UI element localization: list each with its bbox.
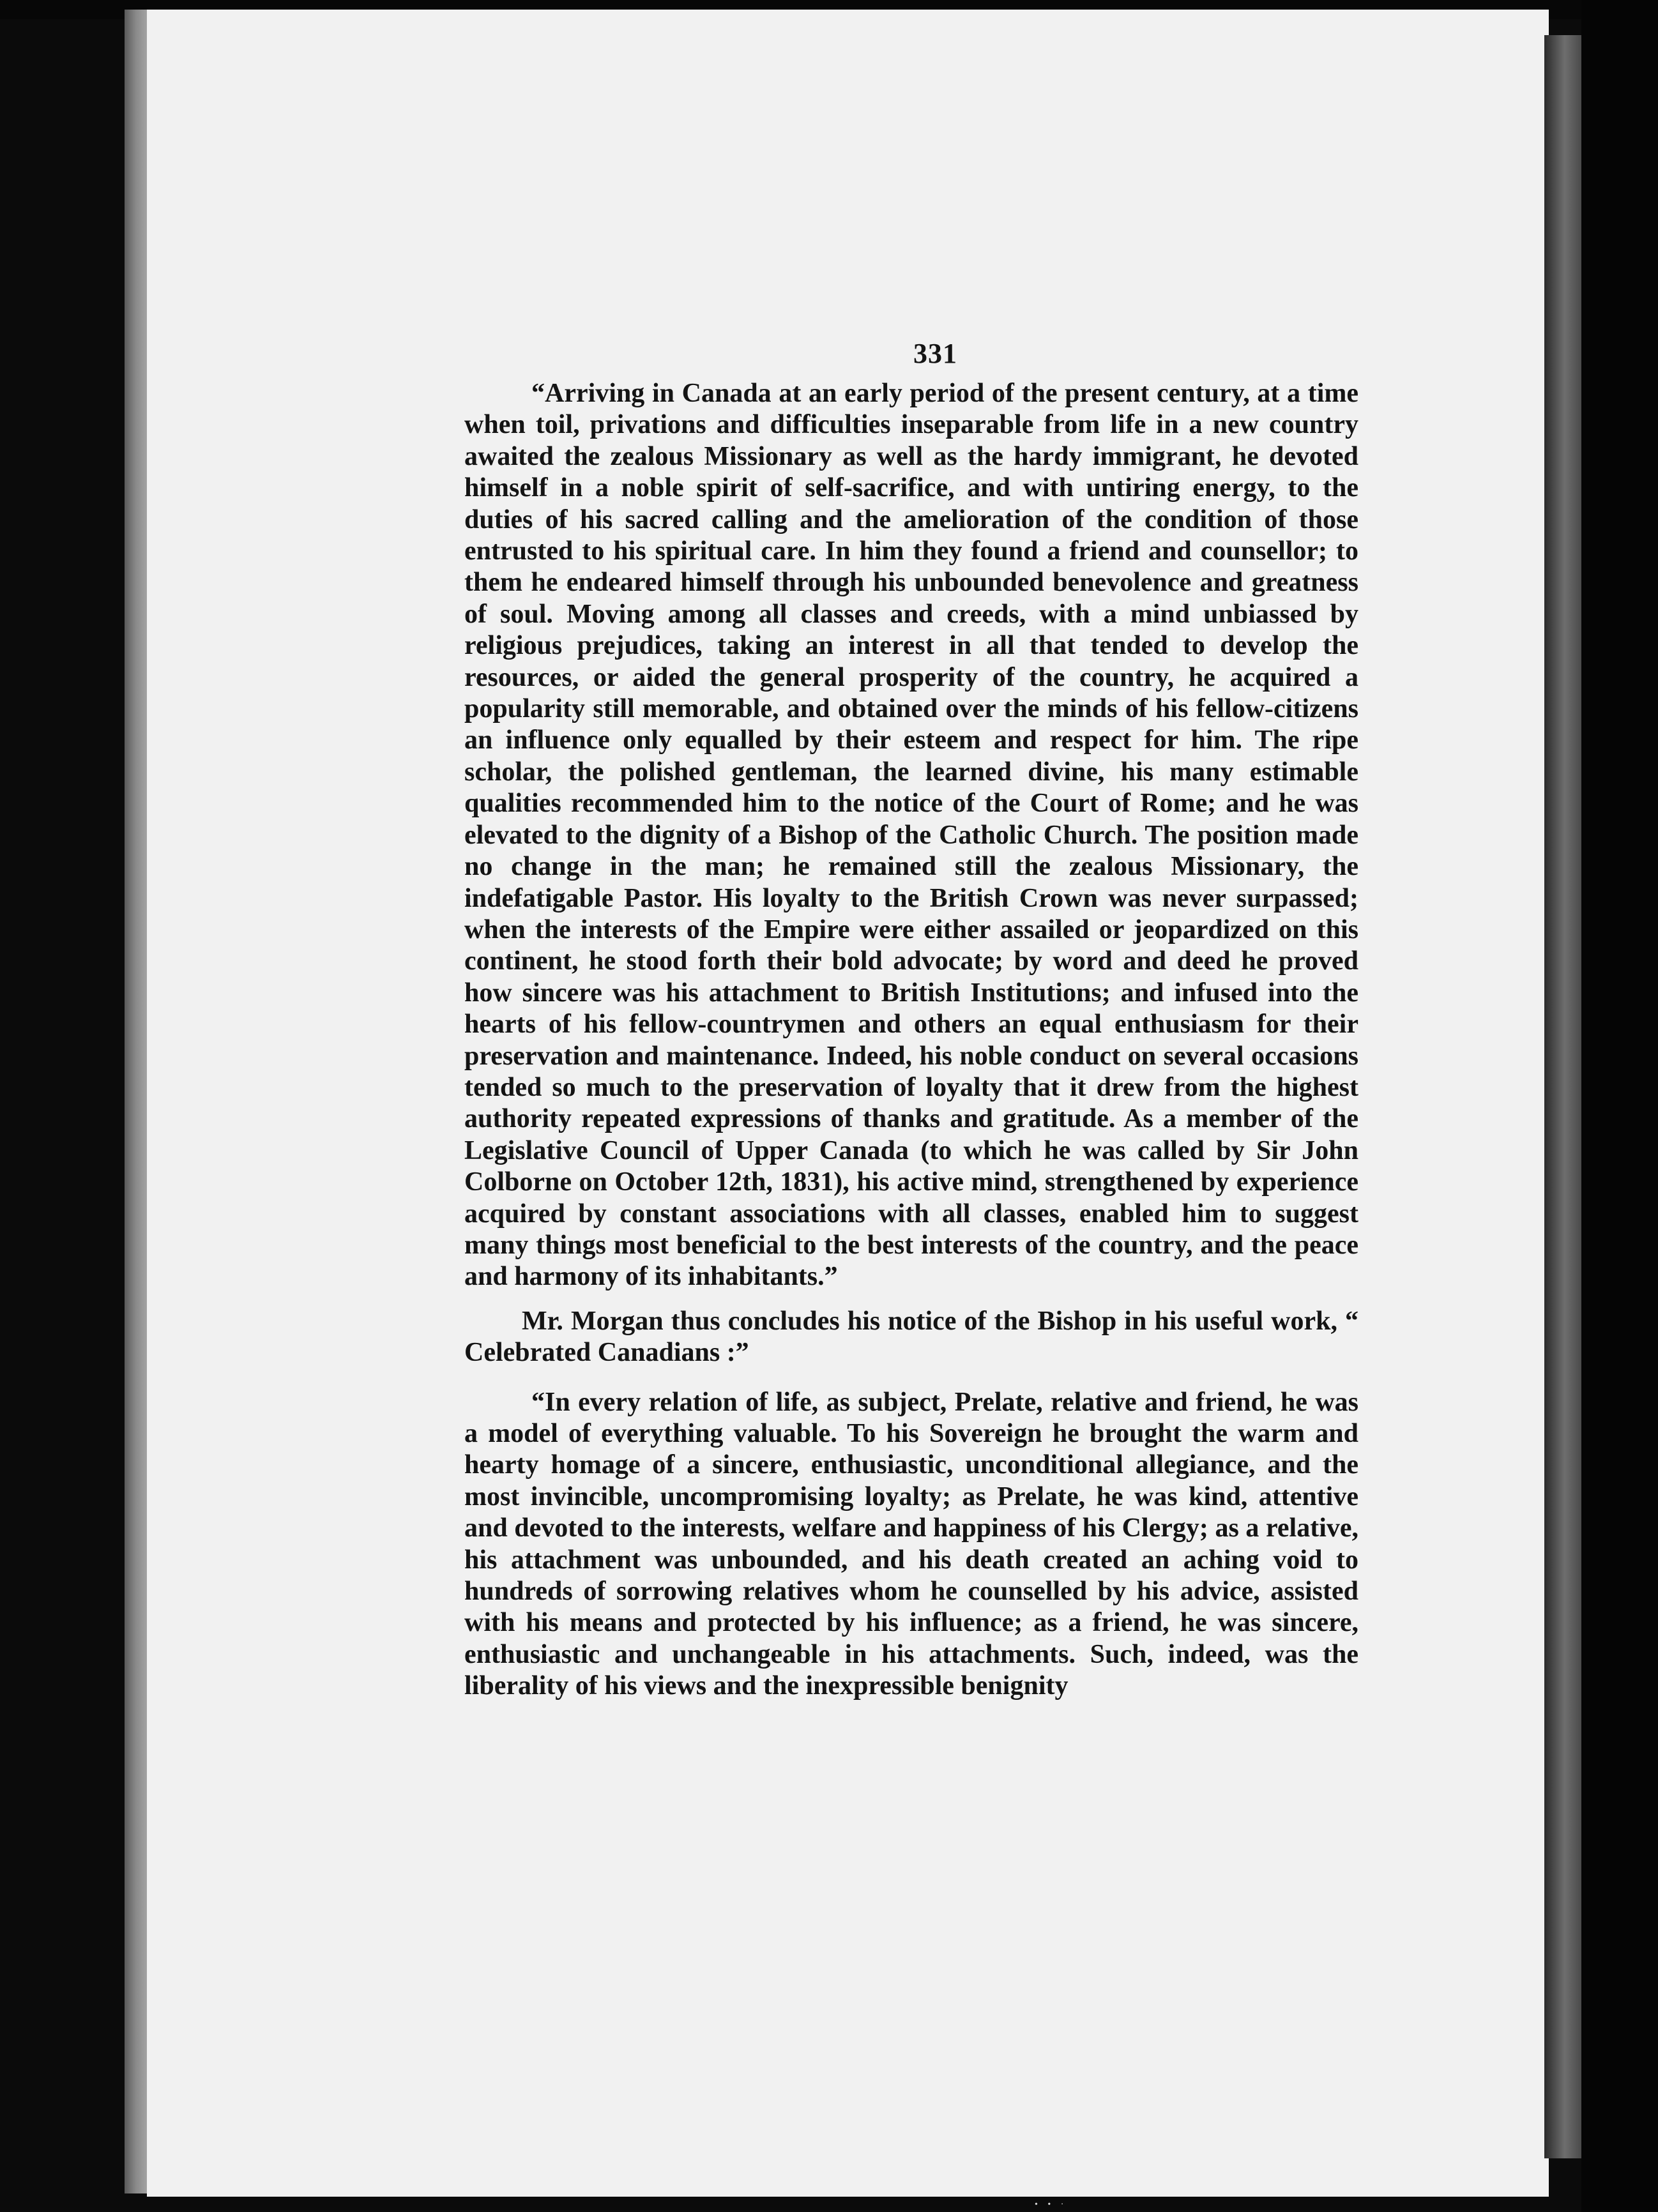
paragraph-quote-one: “Arriving in Canada at an early period of the present century, at a time when toil, privations and difficulties inseparable from life in a new country awaited the zealous Missionary as well as the hardy immigrant, he devoted himself in a noble spirit of self-sacrifice, and with untiring energy, to the duties of his sacred calling and the amelioration of the condition of those entrusted to his spiritual care. In him they found a friend and counsellor; to them he endeared himself through his unbounded benevolence and greatness of soul. Moving among all classes and creeds, with a mind unbiassed by religious prejudices, taking an interest in all that tended to develop the resources, or aided the general prosperity of the country, he acquired a popularity still memorable, and obtained over the minds of his fellow-citizens an influence only equalled by their esteem and respect for him. The ripe scholar, the polished gentleman, the learned divine, his many estimable qualities recommended him to the notice of the Court of Rome; and he was elevated to the dignity of a Bishop of the Catholic Church. The position made no change in the man; he remained still the zealous Missionary, the indefatigable Pastor. His loyalty to the British Crown was never surpassed; when the interests of the Empire were either assailed or jeopardized on this continent, he stood forth their bold advocate; by word and deed he proved how sincere was his attachment to British Institutions; and infused into the hearts of his fellow-countrymen and others an equal enthusiasm for their preservation and maintenance. Indeed, his noble conduct on several occasions tended so much to the preservation of loyalty that it drew from the highest authority repeated expressions of thanks and gratitude. As a member of the Legislative Council of Upper Canada (to which he was called by Sir John Colborne on October 12th, 1831), his active mind, strengthened by experience acquired by constant associations with all classes, enabled him to suggest many things most beneficial to the best interests of the country, and the peace and harmony of its inhabitants.”: [464, 379, 1358, 1292]
page-number: 331: [913, 338, 957, 369]
paragraph-quote-two: “In every relation of life, as subject, Prelate, relative and friend, he was a model of everything valuable. To his Sovereign he brought the warm and hearty homage of a sincere, enthusiastic, unconditional allegiance, and the most invincible, uncompromising loyalty; as Prelate, he was kind, attentive and devoted to the interests, welfare and happiness of his Clergy; as a relative, his attachment was unbounded, and his death created an aching void to hundreds of sorrowing relatives whom he counselled by his advice, assisted with his means and protected by his influence; as a friend, he was sincere, enthusiastic and unchangeable in his attachments. Such, indeed, was the liberality of his views and the inexpressible benignity: [464, 1387, 1358, 1701]
right-page-edge: [1544, 35, 1581, 2158]
paragraph-morgan-intro: Mr. Morgan thus concludes his notice of the Bishop in his useful work, “ Celebrated Canadians :”: [464, 1306, 1358, 1368]
left-binding-edge: [125, 10, 150, 2193]
scan-artifact-marks: • • ·: [1035, 2200, 1068, 2209]
body-text: [464, 378, 1358, 1702]
scan-frame-right: [1581, 0, 1658, 2212]
